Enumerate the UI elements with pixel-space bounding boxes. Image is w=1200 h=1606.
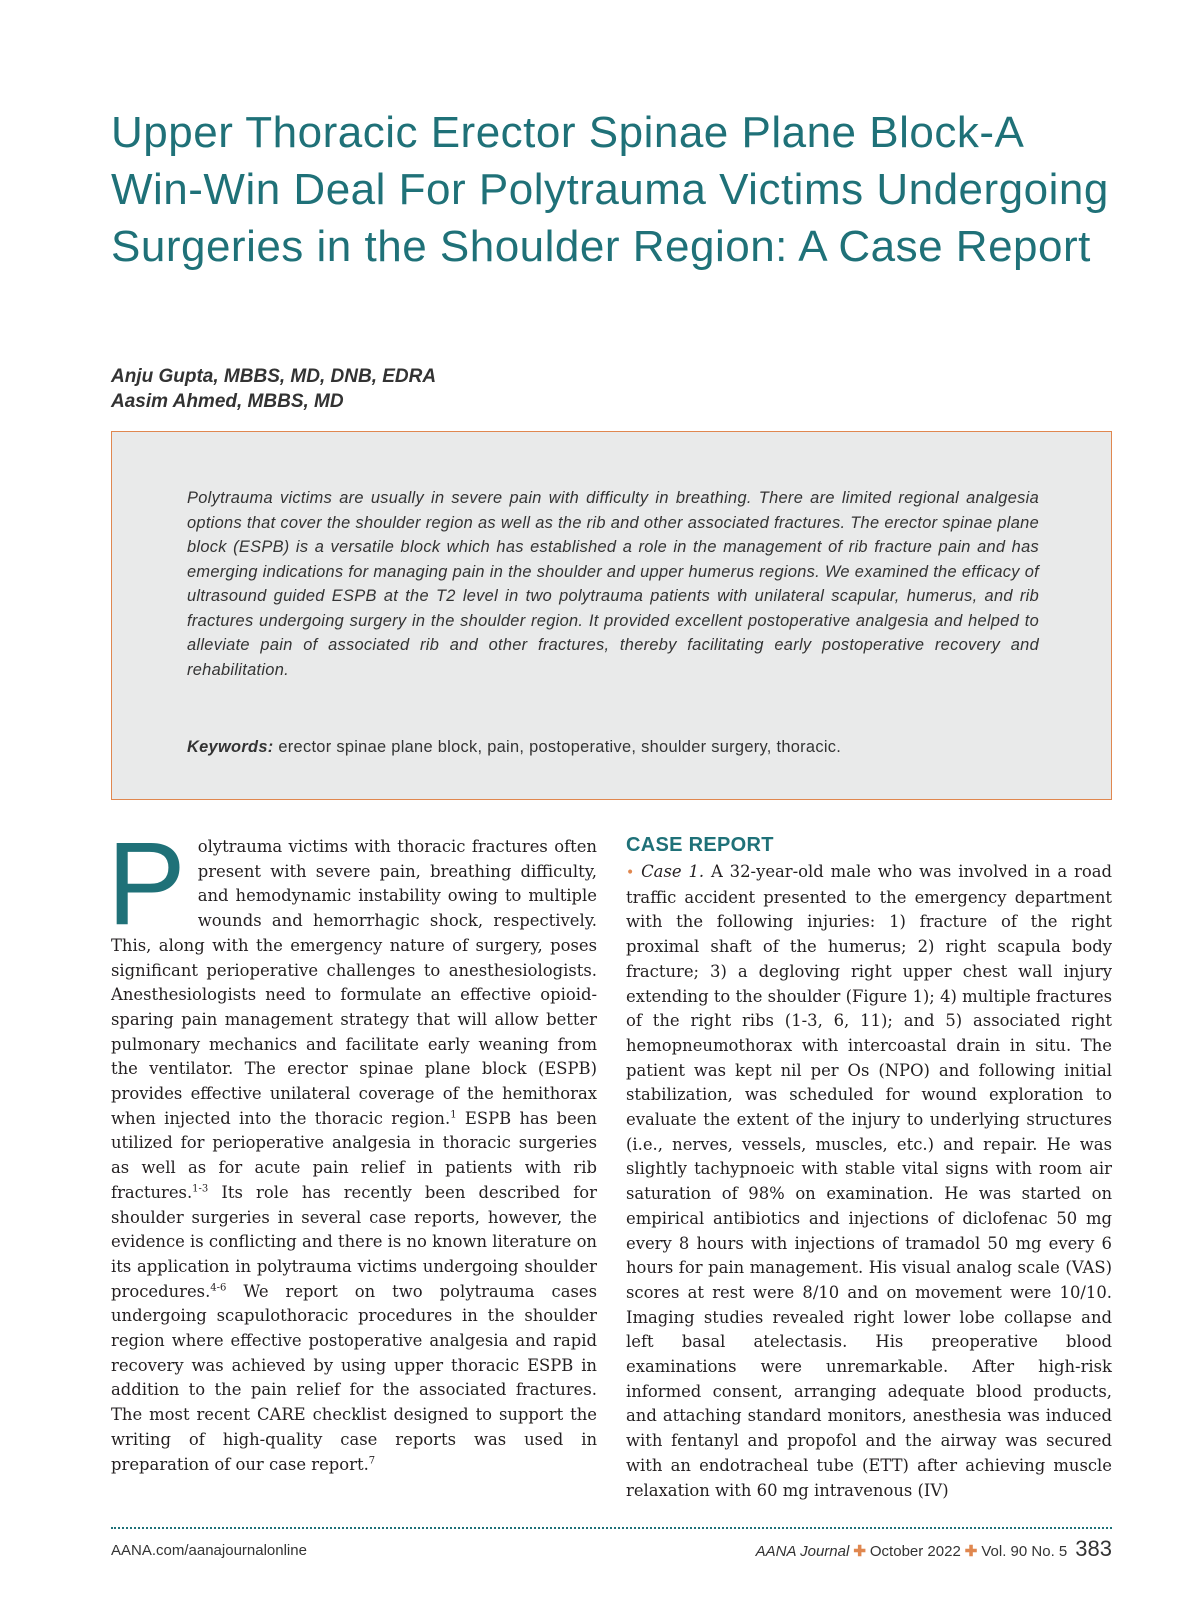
intro-text-4: We report on two polytrauma cases undergoing scapulothoracic procedures in the shoulder region where effective postoperative analgesia and rapid recovery was achieved by using upper thoracic ESPB in addition to the pain relief for the associated fractures. The most recent CARE checklist designed to support the writing of high-quality case reports was used in preparation of our case report. [111, 1281, 597, 1474]
section-heading: CASE REPORT [626, 834, 774, 856]
reference-3: 4-6 [210, 1282, 227, 1294]
article-title: Upper Thoracic Erector Spinae Plane Block-A Win-Win Deal For Polytrauma Victims Undergoing Surgeries in the Shoulder Region: A Case Report [111, 108, 1109, 271]
keywords-text: erector spinae plane block, pain, postoperative, shoulder surgery, thoracic. [278, 738, 842, 756]
author-list [111, 364, 436, 414]
case-1-paragraph [626, 860, 1112, 1503]
issue-date: October 2022 [869, 1543, 961, 1560]
case-report-column [626, 832, 1112, 1503]
author-1: Anju Gupta, MBBS, MD, DNB, EDRA [111, 366, 437, 387]
case-label: Case 1. [641, 862, 705, 881]
bullet-icon: • [626, 865, 635, 881]
reference-2: 1-3 [192, 1183, 209, 1195]
footer-citation [756, 1536, 1112, 1562]
plus-icon: ✚ [964, 1543, 978, 1560]
reference-4: 7 [368, 1455, 376, 1467]
journal-name: AANA Journal [755, 1543, 850, 1560]
author-2: Aasim Ahmed, MBBS, MD [111, 391, 344, 412]
volume-number: Vol. 90 No. 5 [981, 1543, 1068, 1560]
intro-text-2: ESPB has been utilized for perioperative analgesia in thoracic surgeries as well as for acute pain relief in patients with rib fractures. [111, 1108, 597, 1202]
intro-text-3: Its role has recently been described for shoulder surgeries in several case reports, however, the evidence is conflicting and there is no known literature on its application in polytrauma victims undergoing shoulder procedures. [111, 1182, 597, 1301]
intro-column [107, 818, 597, 1477]
keywords [187, 735, 1047, 759]
page-number: 383 [1075, 1536, 1112, 1561]
drop-cap: P [107, 818, 186, 950]
abstract-box [111, 431, 1112, 800]
abstract-text: Polytrauma victims are usually in severe pain with difficulty in breathing. There are limited regional analgesia options that cover the shoulder region as well as the rib and other associated fractures. The erector spinae plane block (ESPB) is a versatile block which has established a role in the management of rib fracture pain and has emerging indications for managing pain in the shoulder and upper humerus regions. We examined the efficacy of ultrasound guided ESPB at the T2 level in two polytrauma patients with unilateral scapular, humerus, and rib fractures undergoing surgery in the shoulder region. It provided excellent postoperative analgesia and helped to alleviate pain of associated rib and other fractures, thereby facilitating early postoperative recovery and rehabilitation. [187, 489, 1039, 679]
keywords-label: Keywords: [187, 738, 274, 756]
case-1-text: A 32-year-old male who was involved in a road traffic accident presented to the emergency department with the following injuries: 1) fracture of the right proximal shaft of the humerus; 2) right scapula body fracture; 3) a degloving right upper chest wall injury extending to the shoulder (Figure 1); 4) multiple fractures of the right ribs (1-3, 6, 11); and 5) associated right hemopneumothorax with intercoastal drain in situ. The patient was kept nil per Os (NPO) and following initial stabilization, was scheduled for wound exploration to evaluate the extent of the injury to underlying structures (i.e., nerves, vessels, muscles, etc.) and repair. He was slightly tachypnoeic with stable vital signs with room air saturation of 98% on examination. He was started on empirical antibiotics and injections of diclofenac 50 mg every 8 hours with injections of tramadol 50 mg every 6 hours for pain management. His visual analog scale (VAS) scores at rest were 8/10 and on movement were 10/10. Imaging studies revealed right lower lobe collapse and left basal atelectasis. His preoperative blood examinations were unremarkable. After high-risk informed consent, arranging adequate blood products, and attaching standard monitors, anesthesia was induced with fentanyl and propofol and the airway was secured with an endotracheal tube (ETT) after achieving muscle relaxation with 60 mg intravenous (IV) [626, 862, 1112, 1500]
footer-divider [111, 1527, 1112, 1529]
plus-icon: ✚ [853, 1543, 866, 1560]
footer-url[interactable]: AANA.com/aanajournalonline [111, 1542, 307, 1559]
reference-1: 1 [450, 1109, 457, 1121]
intro-text-1: olytrauma victims with thoracic fractures often present with severe pain, breathing difficulty, and hemodynamic instability owing to multiple wounds and hemorrhagic shock, respectively. This, along with the emergency nature of surgery, poses significant perioperative challenges to anesthesiologists. Anesthesiologists need to formulate an effective opioid-sparing pain management strategy that will allow better pulmonary mechanics and facilitate early weaning from the ventilator. The erector spinae plane block (ESPB) provides effective unilateral coverage of the hemithorax when injected into the thoracic region. [111, 837, 597, 1128]
